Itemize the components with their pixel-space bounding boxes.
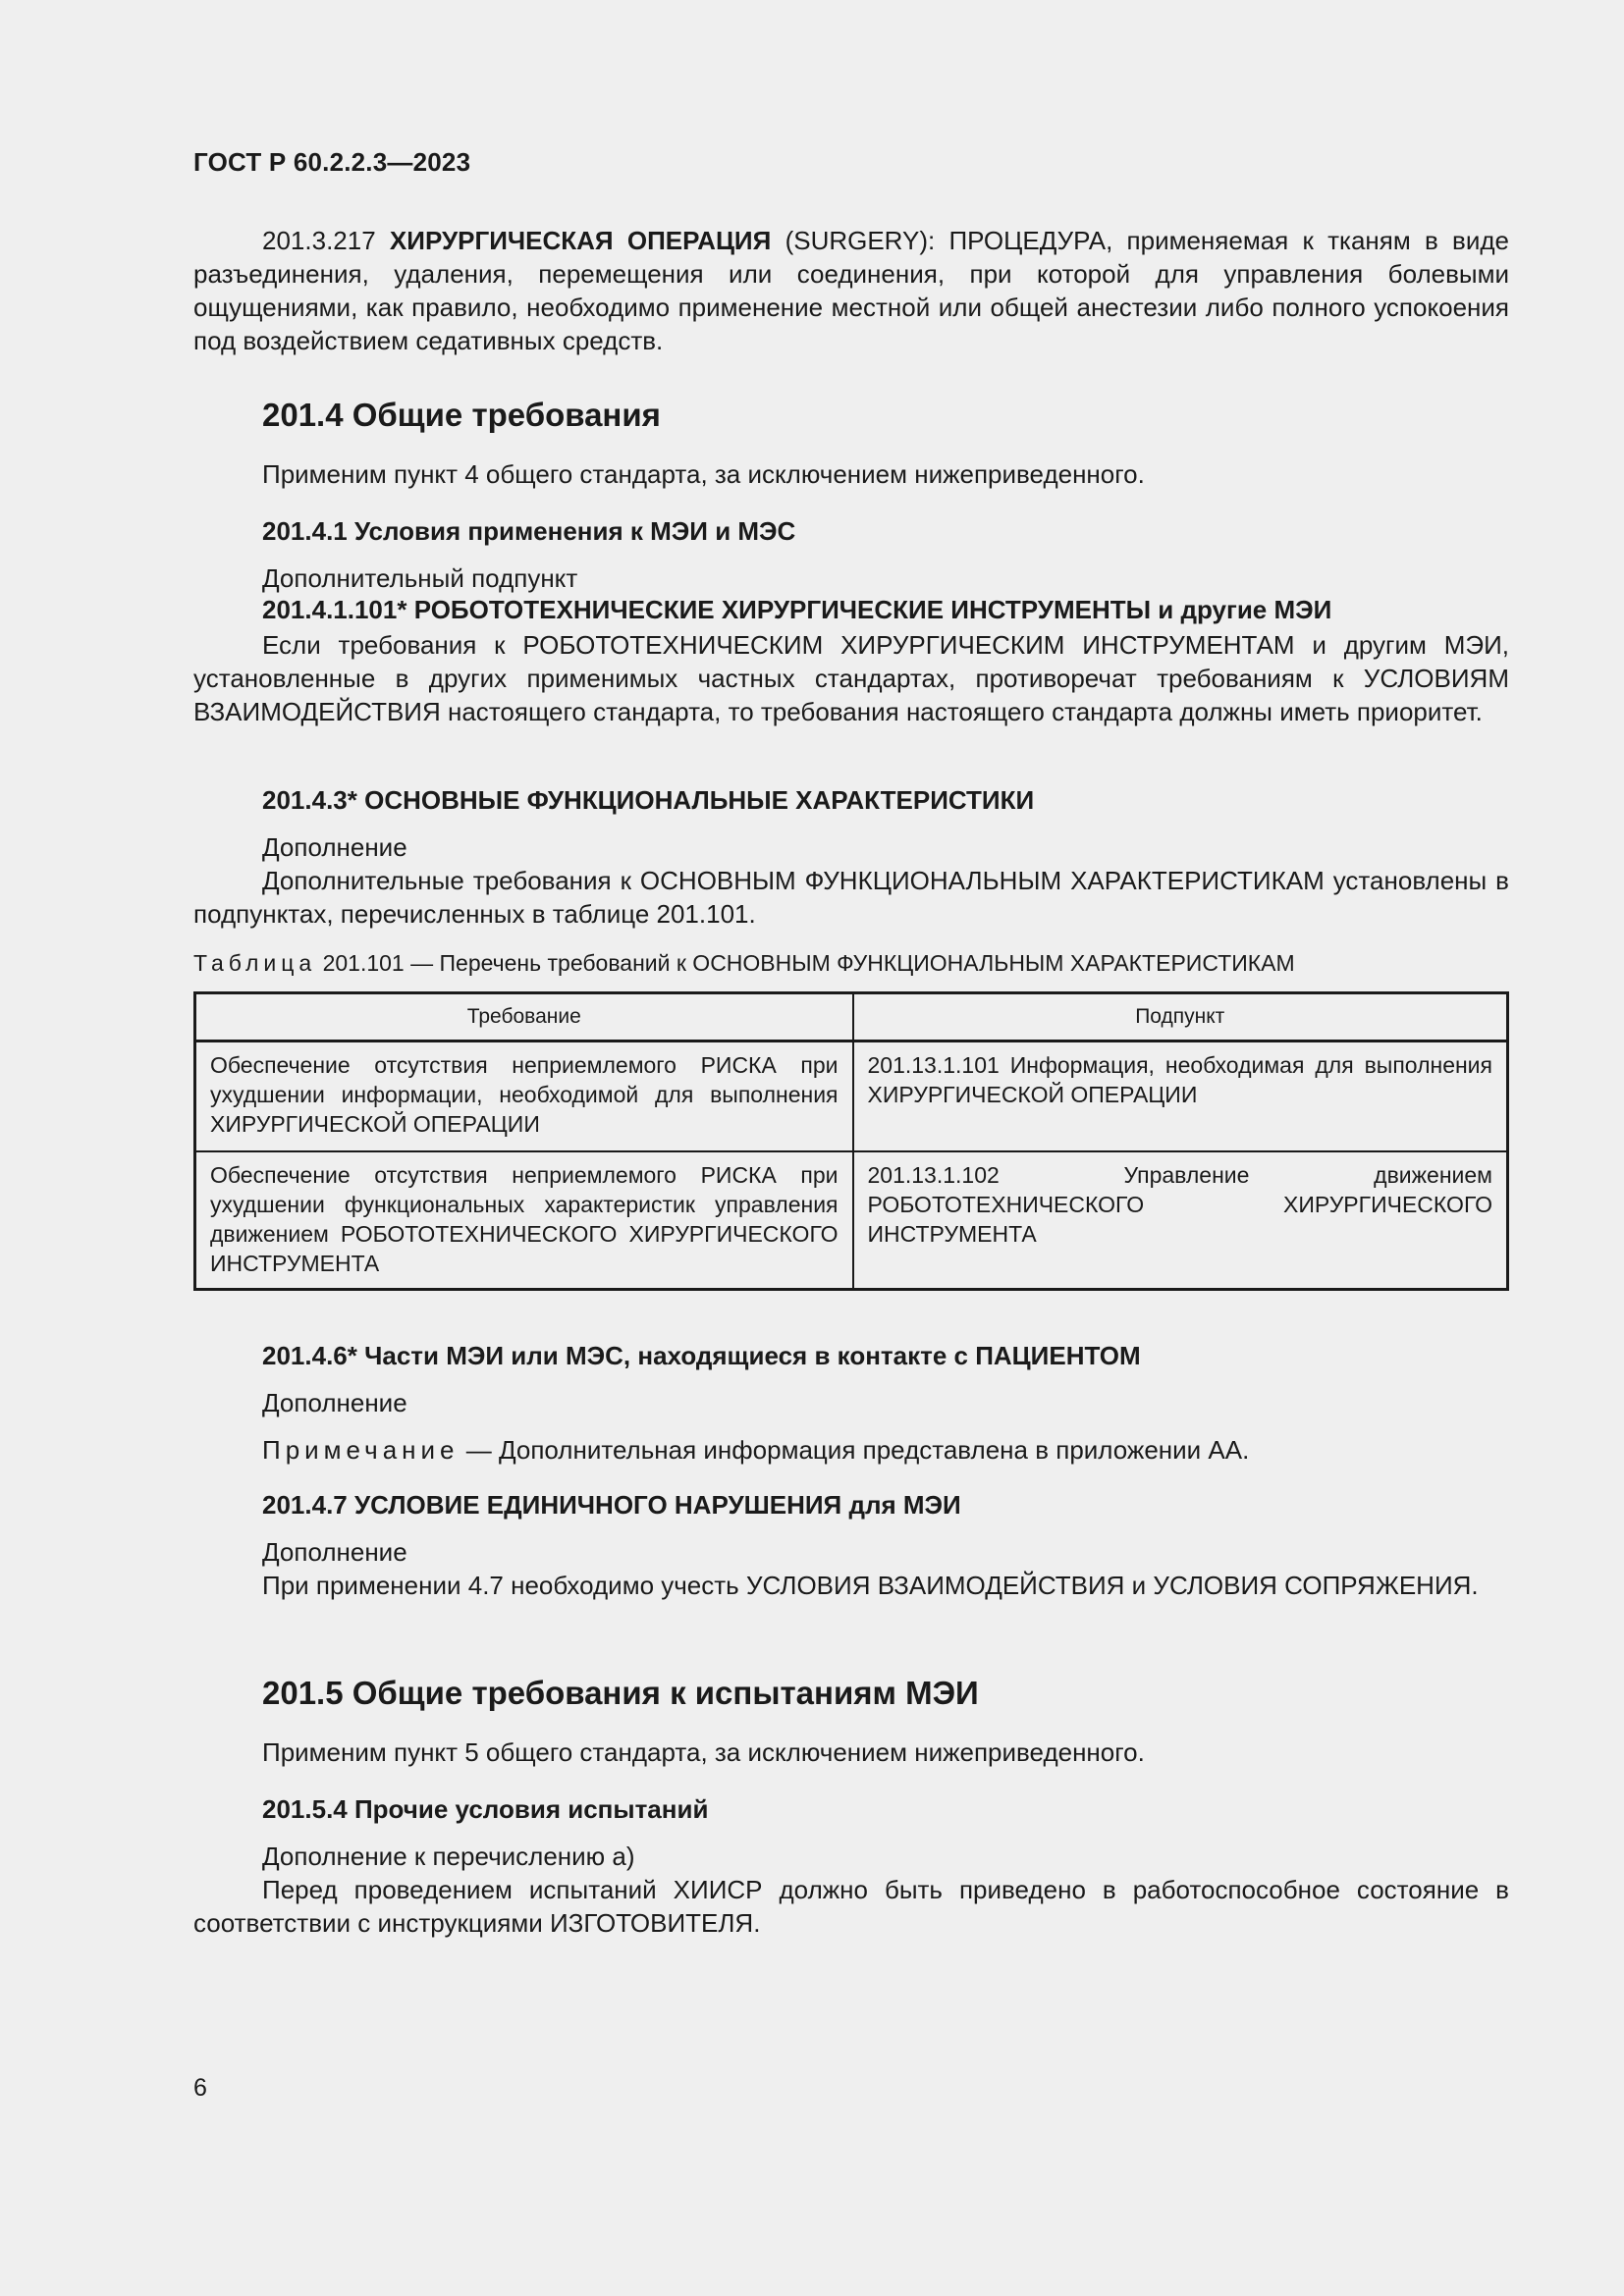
subsection-text-201-5-4: Перед проведением испытаний ХИИСР должно быть приведено в работоспособное состояние в соответствии с инструкциями ИЗГОТОВИТЕЛЯ. — [193, 1875, 1509, 1938]
subsection-pre-201-4-7: Дополнение — [262, 1537, 407, 1567]
subsection-pre-201-4-6: Дополнение — [262, 1388, 407, 1417]
note-text: — Дополнительная информация представлена в приложении АА. — [465, 1435, 1250, 1465]
table-cell-clause: 201.13.1.101 Информация, необходимая для выполнения ХИРУРГИЧЕСКОЙ ОПЕРАЦИИ — [853, 1041, 1508, 1151]
table-cell-requirement: Обеспечение отсутствия неприемлемого РИСКА при ухудшении функциональных характеристик управления движением РОБОТОТЕХНИЧЕСКОГО ХИРУРГИЧЕСКОГО ИНСТРУМЕНТА — [195, 1151, 853, 1290]
definition-paragraph — [193, 224, 1509, 357]
note-label: Примечание — [262, 1435, 460, 1465]
definition-number: 201.3.217 — [262, 226, 376, 255]
section-title-201-4: 201.4 Общие требования — [262, 397, 661, 433]
subsection-title-201-4-6: 201.4.6* Части МЭИ или МЭС, находящиеся в контакте с ПАЦИЕНТОМ — [262, 1341, 1141, 1370]
table-header-row — [195, 993, 1508, 1041]
definition-term: ХИРУРГИЧЕСКАЯ ОПЕРАЦИЯ — [389, 226, 772, 255]
section-title-201-5: 201.5 Общие требования к испытаниям МЭИ — [262, 1675, 979, 1711]
subsection-pre-201-4-3: Дополнение — [262, 832, 407, 862]
subsection-title-201-4-7: 201.4.7 УСЛОВИЕ ЕДИНИЧНОГО НАРУШЕНИЯ для МЭИ — [262, 1490, 961, 1520]
document-header: ГОСТ Р 60.2.2.3—2023 — [193, 147, 471, 177]
subsection-title-201-4-1-101: 201.4.1.101* РОБОТОТЕХНИЧЕСКИЕ ХИРУРГИЧЕСКИЕ ИНСТРУМЕНТЫ и другие МЭИ — [262, 595, 1332, 624]
definition-text: (SURGERY): ПРОЦЕДУРА, применяемая к тканям в виде разъединения, удаления, перемещения или соединения, при которой для управления болевыми ощущениями, как правило, необходимо применение местной или общей анестезии либо полного успокоения под воздействием седативных средств. — [193, 226, 1509, 355]
table-caption-label: Таблица — [193, 950, 317, 976]
table-caption — [193, 950, 1295, 977]
page-number: 6 — [193, 2074, 207, 2102]
subsection-title-201-5-4: 201.5.4 Прочие условия испытаний — [262, 1794, 709, 1824]
table-cell-requirement: Обеспечение отсутствия неприемлемого РИСКА при ухудшении информации, необходимой для выполнения ХИРУРГИЧЕСКОЙ ОПЕРАЦИИ — [195, 1041, 853, 1151]
table-cell-clause: 201.13.1.102 Управление движением РОБОТОТЕХНИЧЕСКОГО ХИРУРГИЧЕСКОГО ИНСТРУМЕНТА — [853, 1151, 1508, 1290]
section-intro-201-5: Применим пункт 5 общего стандарта, за исключением нижеприведенного. — [262, 1737, 1145, 1767]
subsection-title-201-4-1: 201.4.1 Условия применения к МЭИ и МЭС — [262, 516, 796, 546]
subsection-title-201-4-3: 201.4.3* ОСНОВНЫЕ ФУНКЦИОНАЛЬНЫЕ ХАРАКТЕРИСТИКИ — [262, 785, 1035, 815]
table-row — [195, 1041, 1508, 1151]
subsection-pre-201-4-1-101: Дополнительный подпункт — [262, 563, 578, 593]
subsection-pre-201-5-4: Дополнение к перечислению а) — [262, 1842, 635, 1871]
table-header-clause: Подпункт — [853, 993, 1508, 1041]
section-intro-201-4: Применим пункт 4 общего стандарта, за исключением нижеприведенного. — [262, 459, 1145, 489]
document-page — [193, 0, 1509, 2296]
subsection-text-201-4-7: При применении 4.7 необходимо учесть УСЛОВИЯ ВЗАИМОДЕЙСТВИЯ и УСЛОВИЯ СОПРЯЖЕНИЯ. — [262, 1571, 1479, 1600]
table-header-requirement: Требование — [195, 993, 853, 1041]
subsection-text-201-4-3: Дополнительные требования к ОСНОВНЫМ ФУНКЦИОНАЛЬНЫМ ХАРАКТЕРИСТИКАМ установлены в подпунктах, перечисленных в таблице 201.101. — [193, 866, 1509, 929]
table-caption-text: 201.101 — Перечень требований к ОСНОВНЫМ ФУНКЦИОНАЛЬНЫМ ХАРАКТЕРИСТИКАМ — [322, 950, 1295, 976]
table-row — [195, 1151, 1508, 1290]
requirements-table — [193, 991, 1509, 1291]
note — [262, 1433, 1249, 1467]
subsection-text-201-4-1-101: Если требования к РОБОТОТЕХНИЧЕСКИМ ХИРУРГИЧЕСКИМ ИНСТРУМЕНТАМ и другим МЭИ, установленные в других применимых частных стандартах, противоречат требованиям к УСЛОВИЯМ ВЗАИМОДЕЙСТВИЯ настоящего стандарта, то требования настоящего стандарта должны иметь приоритет. — [193, 630, 1509, 726]
